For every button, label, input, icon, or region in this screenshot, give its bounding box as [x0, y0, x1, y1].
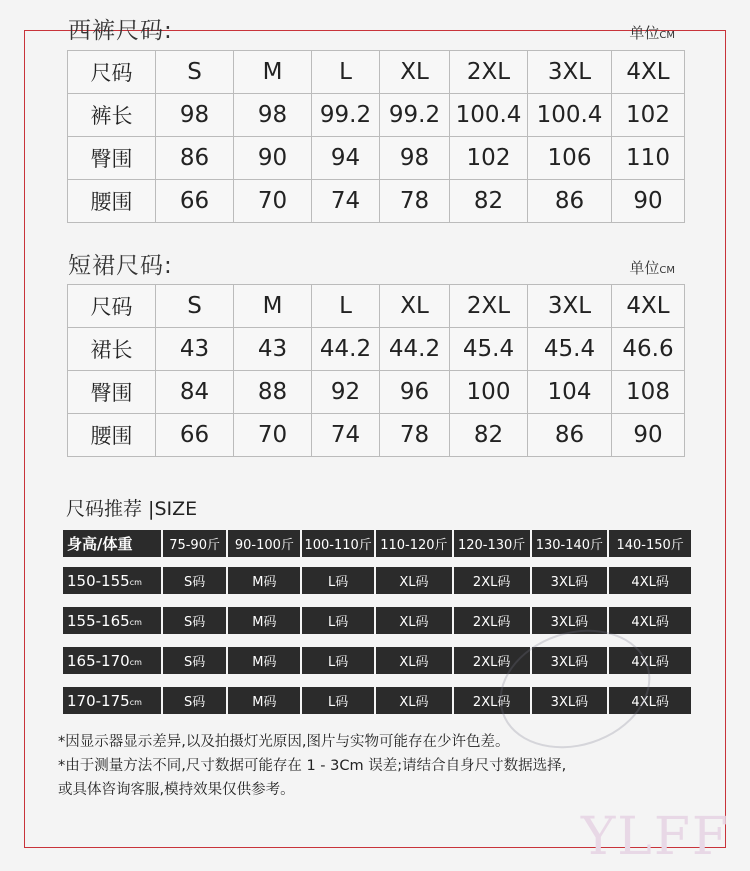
size-code-cell: S码	[163, 687, 227, 714]
table-cell: 102	[612, 94, 685, 137]
table-cell: 98	[156, 94, 234, 137]
notes-block	[58, 730, 566, 802]
table-cell: 100.4	[528, 94, 612, 137]
row-label-cell: 尺码	[68, 51, 156, 94]
height-unit: cm	[129, 698, 142, 707]
size-code-cell: XL码	[376, 647, 452, 674]
table-row	[68, 328, 685, 371]
table-row	[68, 180, 685, 223]
weight-range-cell: 120-130斤	[454, 530, 530, 557]
table-cell: 4XL	[612, 285, 685, 328]
table-cell: 88	[234, 371, 312, 414]
size-code-cell: L码	[302, 567, 374, 594]
table-cell: 4XL	[612, 51, 685, 94]
size-code-cell: 4XL码	[609, 567, 691, 594]
weight-range-cell: 130-140斤	[532, 530, 608, 557]
table-cell: 106	[528, 137, 612, 180]
pants-unit-label	[629, 22, 675, 43]
skirt-unit-main: 单位	[629, 259, 660, 277]
table-cell: 100.4	[450, 94, 528, 137]
size-code-cell: M码	[228, 607, 300, 634]
weight-range-cell: 身高/体重	[63, 530, 161, 557]
skirt-unit-label	[629, 257, 675, 278]
height-unit: cm	[129, 618, 142, 627]
skirt-size-title: 短裙尺码:	[68, 253, 173, 279]
row-label-cell: 尺码	[68, 285, 156, 328]
table-cell: 78	[380, 414, 450, 457]
size-code-cell: 2XL码	[454, 647, 530, 674]
table-cell: 96	[380, 371, 450, 414]
table-cell: 86	[528, 180, 612, 223]
table-cell: 90	[612, 180, 685, 223]
table-cell: 110	[612, 137, 685, 180]
table-cell: 70	[234, 414, 312, 457]
size-code-cell: S码	[163, 607, 227, 634]
row-label-cell: 臀围	[68, 137, 156, 180]
row-label-cell: 裙长	[68, 328, 156, 371]
table-cell: 86	[528, 414, 612, 457]
table-cell: M	[234, 51, 312, 94]
recommend-row	[63, 567, 691, 594]
table-row	[68, 137, 685, 180]
size-code-cell: XL码	[376, 687, 452, 714]
table-cell: 74	[312, 180, 380, 223]
table-cell: L	[312, 51, 380, 94]
weight-range-cell: 100-110斤	[302, 530, 374, 557]
size-code-cell: L码	[302, 647, 374, 674]
pants-unit-main: 单位	[629, 24, 660, 42]
table-cell: S	[156, 51, 234, 94]
table-cell: 99.2	[380, 94, 450, 137]
table-cell: 46.6	[612, 328, 685, 371]
size-code-cell: 3XL码	[532, 567, 608, 594]
table-cell: 92	[312, 371, 380, 414]
table-cell: 78	[380, 180, 450, 223]
weight-range-cell: 75-90斤	[163, 530, 227, 557]
table-cell: S	[156, 285, 234, 328]
row-label-cell: 腰围	[68, 180, 156, 223]
table-cell: 102	[450, 137, 528, 180]
table-cell: 90	[234, 137, 312, 180]
size-recommend-title: 尺码推荐 |SIZE	[66, 498, 198, 520]
size-code-cell: M码	[228, 687, 300, 714]
table-cell: 66	[156, 414, 234, 457]
size-code-cell: 2XL码	[454, 607, 530, 634]
skirt-size-table	[67, 284, 685, 457]
table-cell: 2XL	[450, 285, 528, 328]
pants-unit-small: CM	[659, 30, 675, 41]
table-cell: 82	[450, 414, 528, 457]
table-cell: 45.4	[450, 328, 528, 371]
table-cell: 43	[234, 328, 312, 371]
table-cell: 90	[612, 414, 685, 457]
table-cell: 44.2	[380, 328, 450, 371]
table-cell: 104	[528, 371, 612, 414]
size-code-cell: 4XL码	[609, 647, 691, 674]
height-unit: cm	[129, 658, 142, 667]
table-cell: XL	[380, 285, 450, 328]
table-cell: 44.2	[312, 328, 380, 371]
table-cell: 3XL	[528, 285, 612, 328]
table-row	[68, 414, 685, 457]
size-code-cell: S码	[163, 647, 227, 674]
table-row	[68, 94, 685, 137]
weight-range-cell: 90-100斤	[228, 530, 300, 557]
table-cell: 74	[312, 414, 380, 457]
height-range-cell	[63, 607, 161, 634]
size-code-cell: 4XL码	[609, 687, 691, 714]
size-code-cell: M码	[228, 647, 300, 674]
table-cell: 66	[156, 180, 234, 223]
size-code-cell: XL码	[376, 607, 452, 634]
pants-size-table	[67, 50, 685, 223]
weight-range-cell: 140-150斤	[609, 530, 691, 557]
size-code-cell: 3XL码	[532, 647, 608, 674]
size-code-cell: L码	[302, 607, 374, 634]
size-code-cell: 2XL码	[454, 687, 530, 714]
table-cell: 108	[612, 371, 685, 414]
table-cell: 2XL	[450, 51, 528, 94]
row-label-cell: 腰围	[68, 414, 156, 457]
height-range-value: 150-155	[67, 571, 130, 590]
weight-range-cell: 110-120斤	[376, 530, 452, 557]
table-cell: 3XL	[528, 51, 612, 94]
note-line: *因显示器显示差异,以及拍摄灯光原因,图片与实物可能存在少许色差。	[58, 734, 510, 750]
size-code-cell: M码	[228, 567, 300, 594]
skirt-unit-small: CM	[659, 265, 675, 276]
table-cell: 94	[312, 137, 380, 180]
table-cell: 84	[156, 371, 234, 414]
table-cell: L	[312, 285, 380, 328]
table-row	[68, 371, 685, 414]
note-line: 或具体咨询客服,模持效果仅供参考。	[58, 782, 295, 798]
table-cell: XL	[380, 51, 450, 94]
row-label-cell: 裤长	[68, 94, 156, 137]
height-range-cell	[63, 687, 161, 714]
table-cell: 70	[234, 180, 312, 223]
table-cell: 86	[156, 137, 234, 180]
table-header-row	[68, 285, 685, 328]
table-header-row	[68, 51, 685, 94]
height-unit: cm	[129, 578, 142, 587]
table-cell: 100	[450, 371, 528, 414]
table-cell: 98	[234, 94, 312, 137]
table-cell: 82	[450, 180, 528, 223]
row-label-cell: 臀围	[68, 371, 156, 414]
brand-watermark: YLFF	[580, 807, 730, 867]
size-code-cell: 3XL码	[532, 607, 608, 634]
height-range-value: 155-165	[67, 611, 130, 630]
table-cell: 98	[380, 137, 450, 180]
table-cell: 45.4	[528, 328, 612, 371]
note-line: *由于测量方法不同,尺寸数据可能存在 1 - 3Cm 误差;请结合自身尺寸数据选择,	[58, 758, 567, 774]
size-code-cell: 4XL码	[609, 607, 691, 634]
height-range-value: 165-170	[67, 651, 130, 670]
size-code-cell: XL码	[376, 567, 452, 594]
recommend-header-row	[63, 530, 691, 557]
height-range-value: 170-175	[67, 691, 130, 710]
pants-size-title: 西裤尺码:	[68, 18, 173, 44]
size-code-cell: L码	[302, 687, 374, 714]
size-code-cell: S码	[163, 567, 227, 594]
table-cell: M	[234, 285, 312, 328]
size-code-cell: 2XL码	[454, 567, 530, 594]
size-code-cell: 3XL码	[532, 687, 608, 714]
height-range-cell	[63, 567, 161, 594]
table-cell: 99.2	[312, 94, 380, 137]
height-range-cell	[63, 647, 161, 674]
table-cell: 43	[156, 328, 234, 371]
